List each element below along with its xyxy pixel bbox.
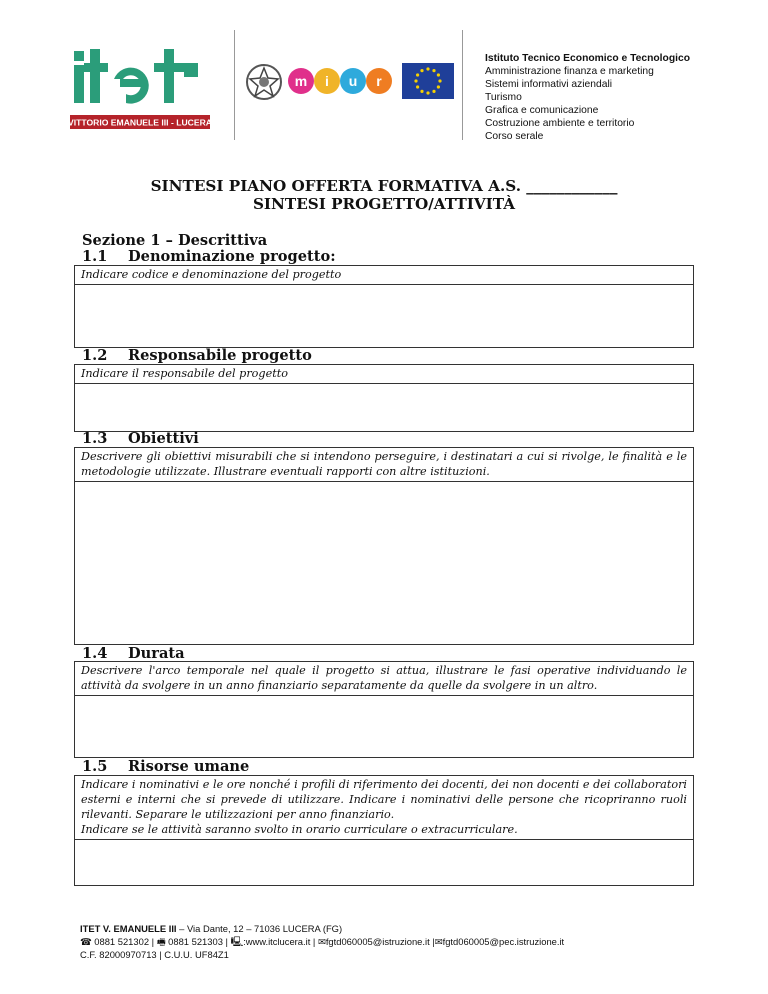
footer-email[interactable]: fgtd060005@istruzione.it <box>325 936 430 947</box>
eu-flag-icon <box>402 63 454 99</box>
logo-caption: VITTORIO EMANUELE III - LUCERA <box>70 117 210 128</box>
fax-icon: 🖷 <box>156 936 166 947</box>
section-1-5-title: 1.5 Risorse umane <box>82 758 250 775</box>
section-1-3-box[interactable] <box>74 447 694 645</box>
section-1-2-title: 1.2 Responsabile progetto <box>82 347 312 364</box>
section-1-1-box[interactable] <box>74 265 694 348</box>
header-divider <box>462 30 463 140</box>
footer-address: – Via Dante, 12 – 71036 LUCERA (FG) <box>176 923 343 934</box>
section-1-5-hint: Indicare i nominativi e le ore nonché i profili di riferimento dei docenti, dei non docenti e dei collaboratori esterni e interni che si prevede di utilizzare. Indicare i nominativi delle persone che ricopriranno ruoli rilevanti. Separare le utilizzazioni per anno finanziario. Indicare se le attività saranno svolto in orario curriculare o extracurriculare. <box>75 776 693 840</box>
section-1-2-box[interactable] <box>74 364 694 432</box>
italian-republic-emblem-icon <box>244 60 284 104</box>
footer-fax: 0881 521303 <box>165 936 223 947</box>
svg-text:m: m <box>294 73 308 89</box>
section-heading: Sezione 1 – Descrittiva <box>82 232 268 249</box>
section-1-2-hint: Indicare il responsabile del progetto <box>75 365 693 384</box>
footer: ITET V. EMANUELE III – Via Dante, 12 – 71036 LUCERA (FG) ☎ 0881 521302 | 🖷 0881 521303 | 🖳:www.itclucera.it | ✉fgtd060005@istruzione.it |✉fgtd060005@pec.istruzione.it C.F. 82000970713 | C.U.U. UF84Z1 <box>80 923 565 960</box>
course-item: Corso serale <box>485 131 544 142</box>
footer-phone: 0881 521302 <box>91 936 150 947</box>
svg-text:i: i <box>325 73 329 89</box>
computer-icon: 🖳 <box>230 936 244 947</box>
course-item: Grafica e comunicazione <box>485 105 599 116</box>
section-1-3-title: 1.3 Obiettivi <box>82 430 199 447</box>
institute-info <box>485 52 755 143</box>
section-1-4-box[interactable] <box>74 661 694 758</box>
section-1-4-title: 1.4 Durata <box>82 645 185 662</box>
course-item: Sistemi informativi aziendali <box>485 79 613 90</box>
svg-text:r: r <box>376 73 382 89</box>
section-1-1-title: 1.1 Denominazione progetto: <box>82 248 336 265</box>
header-divider <box>234 30 235 140</box>
footer-web[interactable]: :www.itclucera.it <box>243 936 311 947</box>
mail-icon: ✉ <box>434 936 443 947</box>
course-item: Turismo <box>485 92 522 103</box>
document-title: SINTESI PIANO OFFERTA FORMATIVA A.S. ____________ <box>150 177 618 195</box>
itet-logo <box>70 45 210 133</box>
section-1-3-hint: Descrivere gli obiettivi misurabili che si intendono perseguire, i destinatari a cui si rivolge, le finalità e le metodologie utilizzate. Illustrare eventuali rapporti con altre istituzioni. <box>75 448 693 482</box>
footer-pec[interactable]: fgtd060005@pec.istruzione.it <box>442 936 565 947</box>
section-1-1-hint: Indicare codice e denominazione del progetto <box>75 266 693 285</box>
footer-codes: C.F. 82000970713 | C.U.U. UF84Z1 <box>80 949 229 960</box>
mail-icon: ✉ <box>317 936 326 947</box>
svg-text:u: u <box>348 73 358 89</box>
footer-school: ITET V. EMANUELE III <box>80 923 177 934</box>
miur-logo <box>287 64 395 98</box>
document-subtitle: SINTESI PROGETTO/ATTIVITÀ <box>252 195 516 213</box>
section-1-4-hint: Descrivere l'arco temporale nel quale il progetto si attua, illustrare le fasi operative individuando le attività da svolgere in un anno finanziario separatamente da quelle da svolgere in un altro. <box>75 662 693 696</box>
phone-icon: ☎ <box>80 936 92 947</box>
section-1-5-box[interactable] <box>74 775 694 886</box>
course-item: Amministrazione finanza e marketing <box>485 66 654 77</box>
institute-name: Istituto Tecnico Economico e Tecnologico <box>485 53 691 64</box>
course-item: Costruzione ambiente e territorio <box>485 118 635 129</box>
